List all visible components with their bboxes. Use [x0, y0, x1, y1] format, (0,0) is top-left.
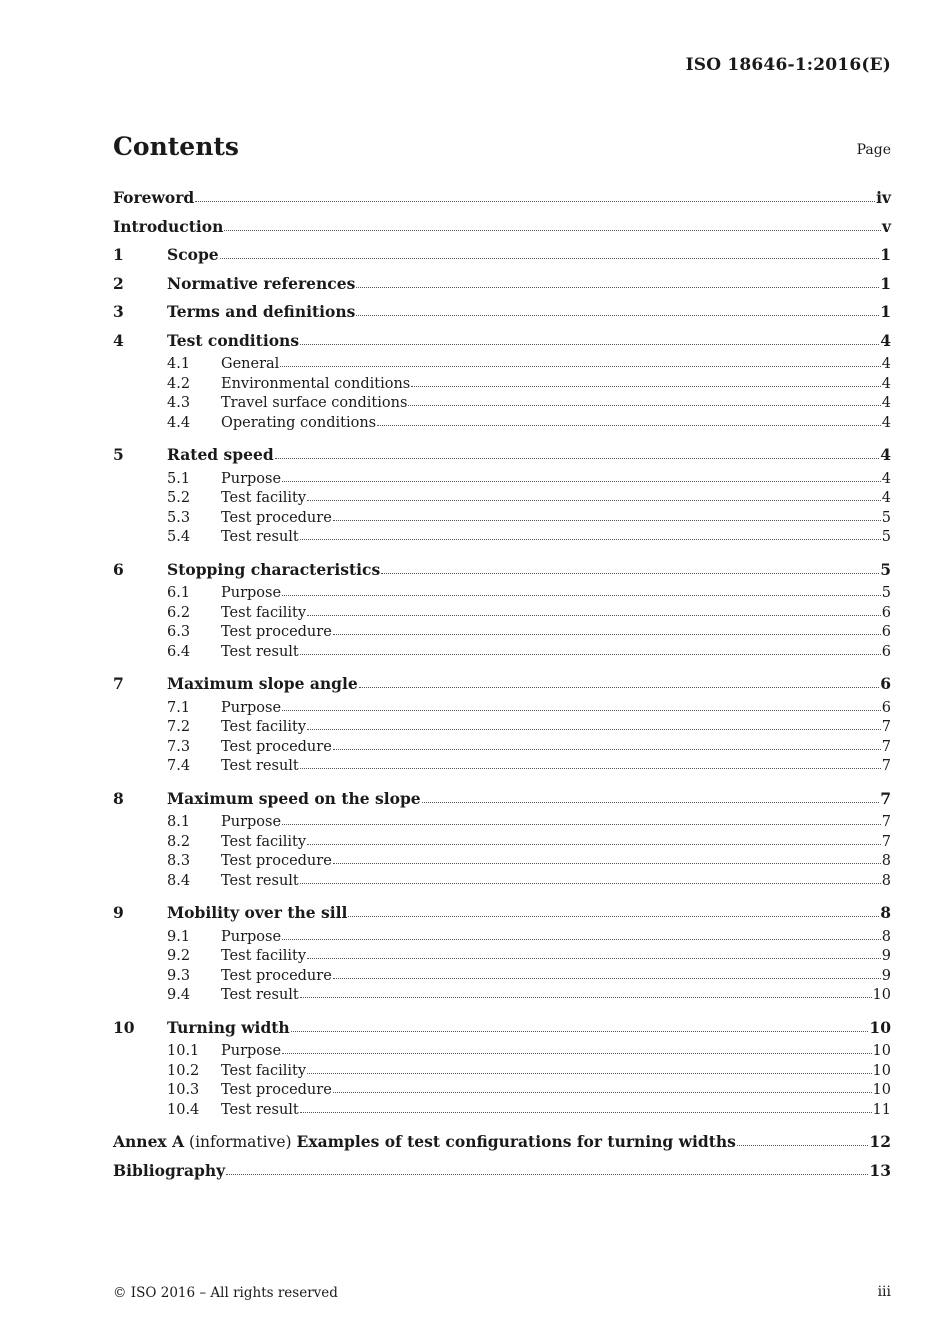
dot-leader: [333, 633, 881, 635]
toc-section-row[interactable]: [113, 1014, 891, 1043]
toc-subsection-row[interactable]: [113, 375, 891, 395]
toc-section-row[interactable]: [113, 785, 891, 814]
toc-page-number: 10: [872, 1062, 891, 1079]
toc-annex-title: Examples of test configurations for turning widths: [296, 1132, 736, 1151]
toc-section-title: [167, 270, 355, 299]
toc-subsection-number: 9.3: [167, 967, 191, 984]
dot-leader: [333, 519, 881, 521]
toc-section-title: [167, 785, 421, 814]
toc-page-number: 4: [880, 330, 891, 350]
toc-section-title-text: Test conditions: [167, 330, 300, 350]
toc-page-number: 6: [880, 674, 891, 693]
dot-leader: [356, 286, 879, 288]
toc-subsection-number: 8.1: [167, 814, 191, 830]
toc-subsection-row[interactable]: [113, 623, 891, 643]
document-id: ISO 18646-1:2016(E): [685, 55, 891, 75]
toc-section-title: [167, 899, 347, 928]
toc-subsection-row[interactable]: [113, 414, 891, 434]
toc-subsection-title: Test facility: [221, 1062, 307, 1079]
toc-entry: [113, 213, 891, 242]
toc-subsection-title: Test procedure: [221, 967, 332, 984]
toc-subsection-title: Travel surface conditions: [221, 395, 408, 411]
toc-section-title: [167, 670, 358, 699]
dot-leader: [280, 365, 880, 367]
toc-section-row[interactable]: [113, 213, 891, 242]
toc-section-title: [167, 1014, 290, 1043]
toc-section-title: [167, 298, 355, 327]
dot-leader: [307, 728, 881, 730]
toc-section-title: [167, 441, 274, 470]
toc-section-row[interactable]: [113, 327, 891, 356]
toc-section-title: [113, 1157, 225, 1186]
toc-page-number: 1: [880, 273, 891, 293]
toc-section-title-text: Terms and definitions: [167, 302, 356, 321]
toc-page-number: 7: [881, 833, 891, 850]
table-of-contents: [113, 184, 891, 1185]
toc-page-number: v: [881, 216, 891, 236]
toc-subsection-number: 4.2: [167, 375, 191, 392]
toc-subsection-title: Test procedure: [221, 509, 332, 526]
toc-section-number: 9: [113, 903, 124, 922]
toc-page-number: 8: [881, 928, 891, 945]
toc-entry: [113, 327, 891, 442]
dot-leader: [377, 424, 881, 426]
toc-subsection-number: 5.1: [167, 470, 191, 487]
toc-subsection-title: Test procedure: [221, 738, 332, 755]
toc-subsection-number: 4.3: [167, 395, 191, 411]
section-spacer: [113, 662, 891, 670]
toc-section-row[interactable]: [113, 241, 891, 270]
toc-section-title-text: Rated speed: [167, 445, 274, 464]
section-spacer: [113, 548, 891, 556]
section-spacer: [113, 1006, 891, 1014]
toc-subsection-number: 10.1: [167, 1043, 200, 1059]
toc-section-row[interactable]: [113, 298, 891, 327]
toc-subsection-number: 7.1: [167, 699, 191, 716]
toc-subsection-number: 9.2: [167, 948, 191, 964]
section-spacer: [113, 1120, 891, 1128]
toc-subsection-number: 6.3: [167, 624, 191, 640]
toc-section-title: [167, 556, 380, 585]
dot-leader: [333, 748, 881, 750]
dot-leader: [737, 1144, 869, 1146]
toc-subsection-title: Test procedure: [221, 624, 332, 640]
toc-page-number: 9: [881, 948, 891, 964]
toc-section-title-text: Annex A: [113, 1132, 185, 1151]
toc-entry: [113, 670, 891, 785]
footer-page-number: iii: [877, 1284, 891, 1300]
toc-page-number: iv: [876, 188, 891, 207]
toc-section-number: 1: [113, 245, 124, 264]
dot-leader: [300, 653, 881, 655]
toc-subsection-row[interactable]: [113, 1042, 891, 1062]
toc-section-title-text: Maximum speed on the slope: [167, 788, 421, 808]
dot-leader: [275, 457, 880, 459]
toc-page-number: 9: [881, 967, 891, 984]
dot-leader: [282, 594, 881, 596]
toc-subsection-row[interactable]: [113, 470, 891, 490]
dot-leader: [282, 480, 881, 482]
toc-subsection-number: 9.4: [167, 987, 191, 1003]
toc-page-number: 4: [880, 445, 891, 464]
dot-leader: [224, 229, 881, 231]
toc-subsection-title: Test facility: [221, 604, 307, 621]
toc-subsection-row[interactable]: [113, 967, 891, 987]
toc-subsection-row[interactable]: [113, 1081, 891, 1101]
dot-leader: [359, 686, 879, 688]
toc-subsection-row[interactable]: [113, 833, 891, 853]
toc-page-number: 4: [881, 470, 891, 487]
toc-subsection-title: Test procedure: [221, 853, 332, 869]
toc-subsection-number: 8.4: [167, 872, 191, 889]
dot-leader: [307, 1072, 871, 1074]
toc-subsection-number: 6.2: [167, 604, 191, 621]
toc-subsection-title: Purpose: [221, 1043, 282, 1059]
toc-section-title-text: Normative references: [167, 273, 356, 293]
toc-section-title-text: Maximum slope angle: [167, 674, 358, 693]
toc-subsection-number: 5.4: [167, 529, 191, 545]
toc-page-number: 5: [881, 509, 891, 526]
section-spacer: [113, 433, 891, 441]
toc-subsection-title: Test result: [221, 758, 299, 774]
toc-section-number: 10: [113, 1017, 135, 1037]
toc-section-row[interactable]: [113, 184, 891, 213]
toc-subsection-title: Purpose: [221, 470, 282, 487]
toc-subsection-row[interactable]: [113, 872, 891, 892]
toc-page-number: 8: [880, 903, 891, 922]
toc-subsection-title: Test procedure: [221, 1082, 332, 1098]
toc-page-number: 7: [881, 738, 891, 755]
toc-page-number: 11: [872, 1101, 891, 1118]
toc-subsection-title: Environmental conditions: [221, 375, 411, 392]
dot-leader: [411, 385, 881, 387]
toc-subsection-number: 7.3: [167, 738, 191, 755]
dot-leader: [300, 1111, 872, 1113]
toc-section-number: 4: [113, 330, 124, 350]
toc-section-row[interactable]: [113, 670, 891, 699]
dot-leader: [422, 801, 880, 803]
toc-subsection-title: Purpose: [221, 928, 282, 945]
toc-page-number: 6: [881, 643, 891, 660]
toc-subsection-number: 5.3: [167, 509, 191, 526]
dot-leader: [333, 1091, 872, 1093]
toc-subsection-row[interactable]: [113, 813, 891, 833]
dot-leader: [282, 709, 881, 711]
toc-entry: [113, 785, 891, 900]
toc-subsection-row[interactable]: [113, 1062, 891, 1082]
toc-subsection-number: 5.2: [167, 490, 191, 506]
toc-section-row[interactable]: [113, 899, 891, 928]
toc-section-title: [167, 241, 219, 270]
dot-leader: [307, 957, 881, 959]
toc-entry: [113, 1128, 891, 1157]
toc-section-number: 7: [113, 674, 124, 693]
toc-subsection-title: Test result: [221, 1101, 299, 1118]
dot-leader: [300, 882, 881, 884]
toc-subsection-title: General: [221, 356, 280, 372]
toc-page-number: 10: [872, 1043, 891, 1059]
toc-subsection-number: 10.2: [167, 1062, 200, 1079]
dot-leader: [300, 767, 881, 769]
toc-page-number: 4: [881, 375, 891, 392]
dot-leader: [307, 843, 881, 845]
dot-leader: [300, 996, 872, 998]
toc-subsection-title: Test facility: [221, 490, 307, 506]
dot-leader: [333, 977, 881, 979]
dot-leader: [282, 1052, 871, 1054]
toc-subsection-row[interactable]: [113, 584, 891, 604]
toc-page-number: 5: [881, 585, 891, 601]
dot-leader: [220, 257, 880, 259]
dot-leader: [300, 343, 879, 345]
toc-page-number: 8: [881, 872, 891, 889]
toc-section-row[interactable]: [113, 1157, 891, 1186]
toc-subsection-title: Purpose: [221, 585, 282, 601]
toc-subsection-row[interactable]: [113, 604, 891, 624]
toc-subsection-title: Test facility: [221, 948, 307, 964]
toc-section-title: [113, 184, 194, 213]
toc-page-number: 6: [881, 624, 891, 640]
toc-section-title-text: Introduction: [113, 216, 224, 236]
toc-subsection-row[interactable]: [113, 986, 891, 1006]
toc-subsection-row[interactable]: [113, 355, 891, 375]
dot-leader: [282, 823, 881, 825]
toc-section-number: 6: [113, 559, 124, 579]
toc-subsection-row[interactable]: [113, 947, 891, 967]
toc-entry: [113, 1157, 891, 1186]
toc-subsection-row[interactable]: [113, 699, 891, 719]
toc-page-number: 10: [869, 1017, 891, 1037]
toc-page-number: 12: [869, 1132, 891, 1151]
toc-page-number: 5: [880, 559, 891, 579]
toc-page-number: 1: [880, 245, 891, 264]
toc-entry: [113, 899, 891, 1014]
toc-entry: [113, 270, 891, 299]
toc-subsection-number: 4.1: [167, 356, 191, 372]
toc-entry: [113, 1014, 891, 1129]
toc-subsection-number: 8.2: [167, 833, 191, 850]
toc-section-title-text: Scope: [167, 245, 219, 264]
dot-leader: [348, 915, 879, 917]
dot-leader: [307, 614, 881, 616]
toc-subsection-row[interactable]: [113, 509, 891, 529]
toc-entry: [113, 298, 891, 327]
toc-subsection-row[interactable]: [113, 928, 891, 948]
toc-section-title-text: Bibliography: [113, 1160, 226, 1180]
dot-leader: [381, 572, 879, 574]
toc-section-row[interactable]: [113, 441, 891, 470]
toc-entry: [113, 441, 891, 556]
toc-page-number: 4: [881, 395, 891, 411]
toc-subsection-row[interactable]: [113, 852, 891, 872]
toc-section-number: 3: [113, 302, 124, 321]
dot-leader: [333, 862, 881, 864]
toc-subsection-title: Operating conditions: [221, 414, 377, 431]
toc-subsection-row[interactable]: [113, 1101, 891, 1121]
toc-entry: [113, 241, 891, 270]
toc-subsection-number: 8.3: [167, 853, 191, 869]
toc-subsection-row[interactable]: [113, 718, 891, 738]
toc-section-title-text: Mobility over the sill: [167, 903, 348, 922]
toc-subsection-title: Test facility: [221, 833, 307, 850]
toc-subsection-number: 4.4: [167, 414, 191, 431]
toc-section-title-text: Stopping characteristics: [167, 559, 381, 579]
toc-page-number: 10: [872, 1082, 891, 1098]
footer-copyright: © ISO 2016 – All rights reserved: [113, 1285, 338, 1301]
toc-subsection-title: Purpose: [221, 814, 282, 830]
toc-subsection-title: Test result: [221, 643, 299, 660]
toc-subsection-title: Test result: [221, 872, 299, 889]
toc-page-number: 5: [881, 529, 891, 545]
toc-page-number: 4: [881, 490, 891, 506]
toc-subsection-title: Test result: [221, 529, 299, 545]
toc-page-number: 4: [881, 356, 891, 372]
page-title: Contents: [113, 132, 240, 161]
toc-subsection-number: 10.3: [167, 1082, 200, 1098]
dot-leader: [307, 499, 881, 501]
toc-section-title: [113, 1128, 736, 1157]
toc-page-number: 1: [880, 302, 891, 321]
toc-subsection-number: 6.1: [167, 585, 191, 601]
toc-section-number: 2: [113, 273, 124, 293]
toc-page-number: 13: [869, 1160, 891, 1180]
toc-page-number: 8: [881, 853, 891, 869]
dot-leader: [282, 938, 881, 940]
toc-subsection-title: Test facility: [221, 719, 307, 735]
toc-page-number: 10: [872, 987, 891, 1003]
toc-section-title-text: Foreword: [113, 188, 195, 207]
toc-section-title: [167, 327, 299, 356]
dot-leader: [226, 1173, 868, 1175]
toc-section-title-text: Turning width: [167, 1017, 290, 1037]
toc-page-number: 6: [881, 604, 891, 621]
toc-section-row[interactable]: [113, 1128, 891, 1157]
dot-leader: [291, 1030, 869, 1032]
toc-subsection-row[interactable]: [113, 528, 891, 548]
page-column-label: Page: [856, 142, 891, 158]
toc-subsection-row[interactable]: [113, 757, 891, 777]
dot-leader: [195, 200, 875, 202]
toc-subsection-number: 9.1: [167, 928, 191, 945]
toc-section-row[interactable]: [113, 556, 891, 585]
toc-subsection-number: 10.4: [167, 1101, 200, 1118]
dot-leader: [300, 538, 881, 540]
toc-page-number: 7: [881, 814, 891, 830]
toc-subsection-row[interactable]: [113, 738, 891, 758]
toc-subsection-number: 7.4: [167, 758, 191, 774]
toc-subsection-row[interactable]: [113, 643, 891, 663]
dot-leader: [408, 404, 880, 406]
toc-page-number: 7: [880, 788, 891, 808]
toc-section-row[interactable]: [113, 270, 891, 299]
toc-subsection-row[interactable]: [113, 489, 891, 509]
toc-page-number: 7: [881, 719, 891, 735]
toc-subsection-row[interactable]: [113, 394, 891, 414]
dot-leader: [356, 314, 879, 316]
toc-section-number: 5: [113, 445, 124, 464]
toc-section-number: 8: [113, 788, 124, 808]
toc-page-number: 7: [881, 758, 891, 774]
toc-annex-designation: (informative): [184, 1133, 297, 1151]
toc-entry: [113, 184, 891, 213]
toc-subsection-title: Test result: [221, 987, 299, 1003]
toc-entry: [113, 556, 891, 671]
section-spacer: [113, 777, 891, 785]
toc-subsection-number: 6.4: [167, 643, 191, 660]
section-spacer: [113, 891, 891, 899]
toc-section-title: [113, 213, 223, 242]
toc-page-number: 4: [881, 414, 891, 431]
toc-subsection-number: 7.2: [167, 719, 191, 735]
toc-page-number: 6: [881, 699, 891, 716]
toc-subsection-title: Purpose: [221, 699, 282, 716]
